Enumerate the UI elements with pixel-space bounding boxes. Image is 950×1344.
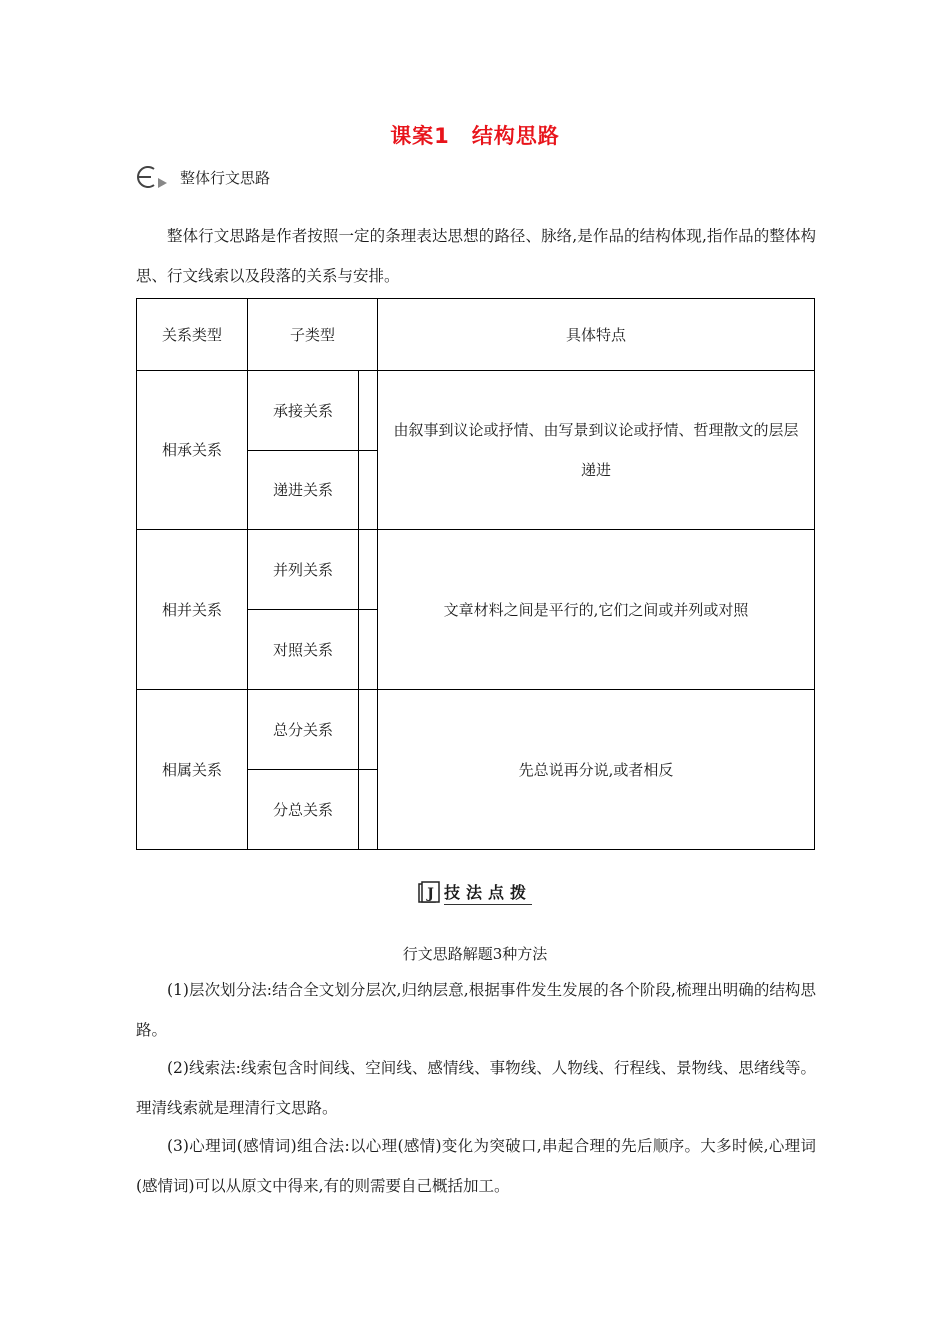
method-paragraph: (3)心理词(感情词)组合法:以心理(感情)变化为突破口,串起合理的先后顺序。大多时候,心理词(感情词)可以从原文中得来,有的则需要自己概括加工。 bbox=[136, 1137, 816, 1195]
spacer-cell bbox=[359, 451, 378, 530]
features-cell: 先总说再分说,或者相反 bbox=[378, 690, 815, 850]
type-cell: 相属关系 bbox=[137, 690, 248, 850]
subtype-cell: 承接关系 bbox=[248, 371, 359, 451]
table-header-row bbox=[137, 299, 815, 371]
subtype-cell: 总分关系 bbox=[248, 690, 359, 770]
methods-subtitle: 行文思路解题3种方法 bbox=[402, 945, 548, 963]
spacer-cell bbox=[359, 371, 378, 451]
skills-j-icon bbox=[418, 881, 440, 905]
features-cell: 由叙事到议论或抒情、由写景到议论或抒情、哲理散文的层层递进 bbox=[378, 371, 815, 530]
features-cell: 文章材料之间是平行的,它们之间或并列或对照 bbox=[378, 530, 815, 690]
title-main: 结构思路 bbox=[471, 124, 560, 148]
header-subtype: 子类型 bbox=[248, 299, 378, 371]
table-row bbox=[137, 530, 815, 610]
spacer-cell bbox=[359, 530, 378, 610]
relation-table bbox=[136, 298, 815, 850]
table-row bbox=[137, 690, 815, 770]
header-features: 具体特点 bbox=[378, 299, 815, 371]
skills-heading-text: 技法点拨 bbox=[444, 880, 532, 905]
spacer-cell bbox=[359, 690, 378, 770]
svg-text:J: J bbox=[427, 885, 434, 902]
intro-paragraph: 整体行文思路是作者按照一定的条理表达思想的路径、脉络,是作品的结构体现,指作品的整体构思、行文线索以及段落的关系与安排。 bbox=[136, 227, 816, 285]
spacer-cell bbox=[359, 610, 378, 690]
subtype-cell: 递进关系 bbox=[248, 451, 359, 530]
section-one-icon bbox=[134, 162, 174, 192]
subtype-cell: 并列关系 bbox=[248, 530, 359, 610]
table-row bbox=[137, 371, 815, 451]
method-paragraph: (2)线索法:线索包含时间线、空间线、感情线、事物线、人物线、行程线、景物线、思绪线等。理清线索就是理清行文思路。 bbox=[136, 1059, 816, 1117]
spacer-cell bbox=[359, 770, 378, 850]
section-heading-text: 整体行文思路 bbox=[180, 168, 271, 187]
type-cell: 相承关系 bbox=[137, 371, 248, 530]
method-paragraph: (1)层次划分法:结合全文划分层次,归纳层意,根据事件发生发展的各个阶段,梳理出明确的结构思路。 bbox=[136, 981, 816, 1039]
skills-heading bbox=[0, 880, 950, 905]
section-heading bbox=[134, 162, 270, 192]
page-title bbox=[0, 120, 950, 150]
title-prefix: 课案1 bbox=[390, 124, 450, 148]
subtype-cell: 对照关系 bbox=[248, 610, 359, 690]
subtype-cell: 分总关系 bbox=[248, 770, 359, 850]
header-type: 关系类型 bbox=[137, 299, 248, 371]
type-cell: 相并关系 bbox=[137, 530, 248, 690]
